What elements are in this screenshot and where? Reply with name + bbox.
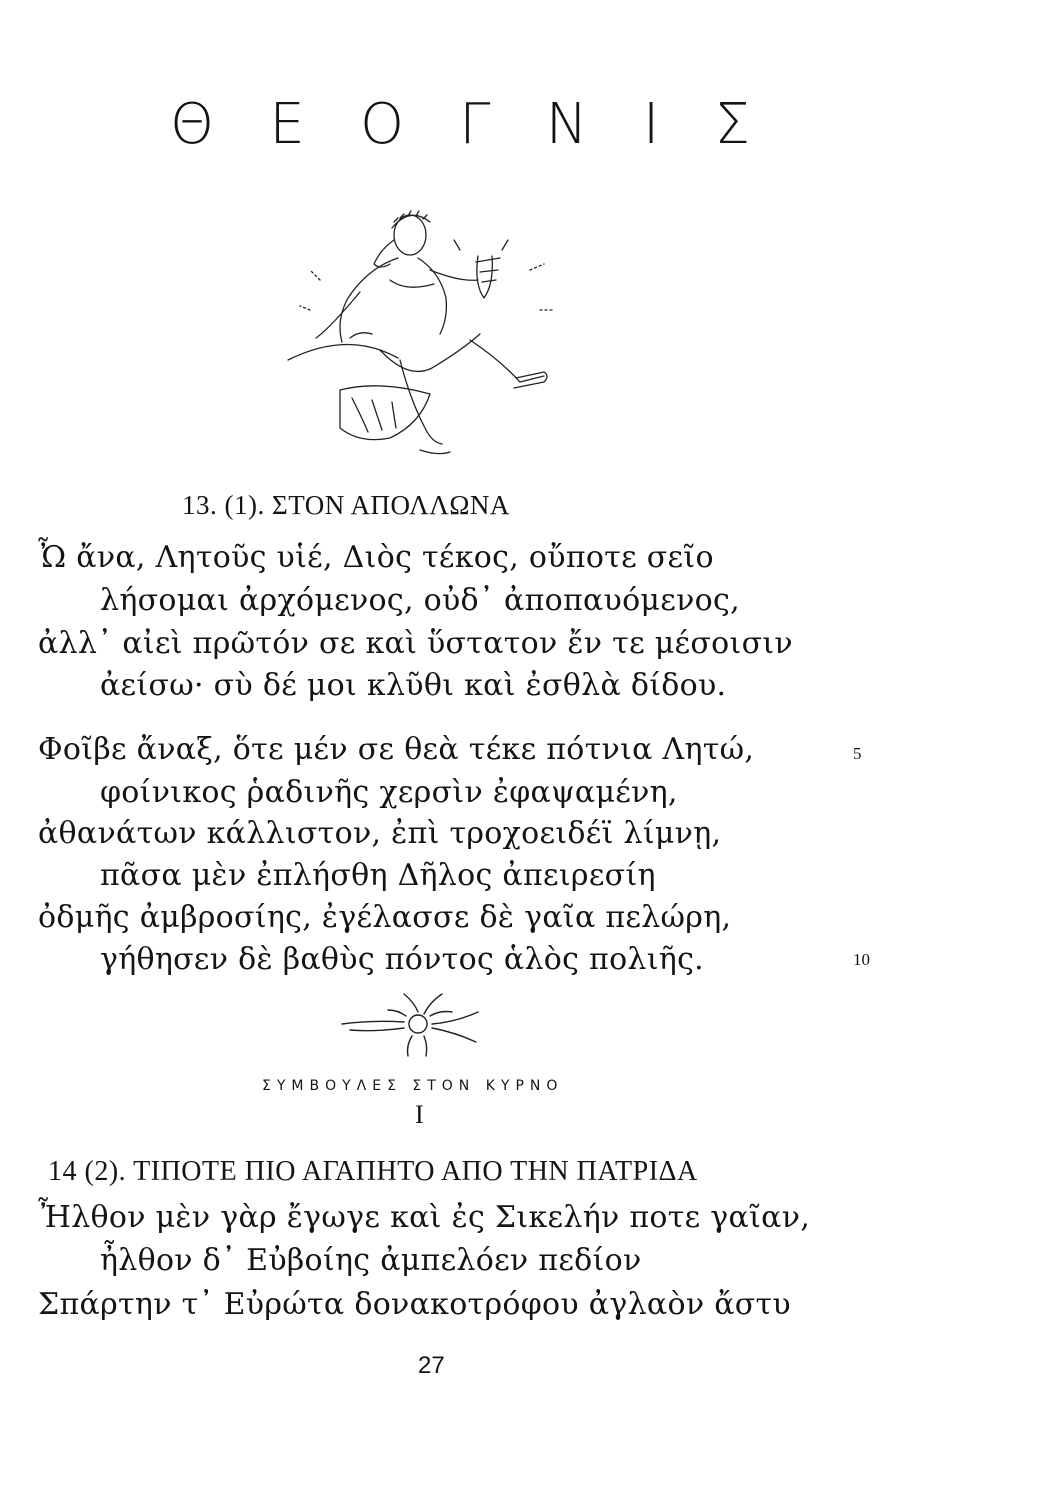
verse-line: ἦλθον δ᾽ Εὐβοίης ἀμπελόεν πεδίον	[100, 1243, 642, 1278]
title-letter: Θ	[170, 92, 215, 157]
verse-line: Φοῖβε ἄναξ, ὅτε μέν σε θεὰ τέκε πότνια Λητώ,	[38, 732, 755, 767]
page-title	[170, 92, 750, 162]
page-number: 27	[418, 1352, 445, 1379]
title-letter: Γ	[459, 92, 491, 157]
verse-line: Ὦ ἄνα, Λητοῦς υἱέ, Διὸς τέκος, οὔποτε σεῖο	[38, 540, 714, 575]
line-number: 10	[853, 950, 870, 969]
verse-line: πᾶσα μὲν ἐπλήσθη Δῆλος ἀπειρεσίη	[100, 858, 656, 893]
title-letter: Ι	[642, 92, 660, 157]
poem-heading: 14 (2). ΤΙΠΟΤΕ ΠΙΟ ΑΓΑΠΗΤΟ ΑΠΟ ΤΗΝ ΠΑΤΡΙΔΑ	[48, 1156, 698, 1187]
verse-line: ἀείσω· σὺ δέ μοι κλῦθι καὶ ἐσθλὰ δίδου.	[100, 668, 727, 703]
poem-heading: 13. (1). ΣΤΟΝ ΑΠΟΛΛΩΝΑ	[182, 490, 510, 520]
section-title: ΣΥΜΒΟΥΛΕΣ ΣΤΟΝ ΚΥΡΝΟ	[262, 1078, 564, 1094]
line-number: 5	[853, 744, 862, 763]
verse-line: λήσομαι ἀρχόμενος, οὐδ᾽ ἀποπαυόμενος,	[100, 583, 740, 618]
verse-line: φοίνικος ῥαδινῆς χερσὶν ἐφαψαμένη,	[100, 775, 678, 810]
verse-line: Ἦλθον μὲν γὰρ ἔγωγε καὶ ἐς Σικελήν ποτε γαῖαν,	[38, 1200, 811, 1235]
section-numeral: I	[415, 1100, 424, 1129]
verse-line: Σπάρτην τ᾽ Εὐρώτα δονακοτρόφου ἀγλαὸν ἄστυ	[38, 1287, 791, 1322]
title-letter: Ο	[359, 92, 405, 157]
sun-ornament-icon	[340, 990, 480, 1060]
verse-line: γήθησεν δὲ βαθὺς πόντος ἁλὸς πολιῆς.	[100, 942, 705, 977]
title-letter: Ν	[545, 92, 588, 157]
verse-line: ἀλλ᾽ αἰεὶ πρῶτόν σε καὶ ὕστατον ἔν τε μέσοισιν	[38, 626, 793, 661]
title-letter: Σ	[714, 92, 750, 157]
verse-line: ὀδμῆς ἀμβροσίης, ἐγέλασσε δὲ γαῖα πελώρη,	[38, 900, 732, 935]
title-letter: Ε	[269, 92, 305, 157]
verse-line: ἀθανάτων κάλλιστον, ἐπὶ τροχοειδέϊ λίμνῃ,	[38, 816, 722, 851]
apollo-illustration-icon	[280, 200, 590, 470]
